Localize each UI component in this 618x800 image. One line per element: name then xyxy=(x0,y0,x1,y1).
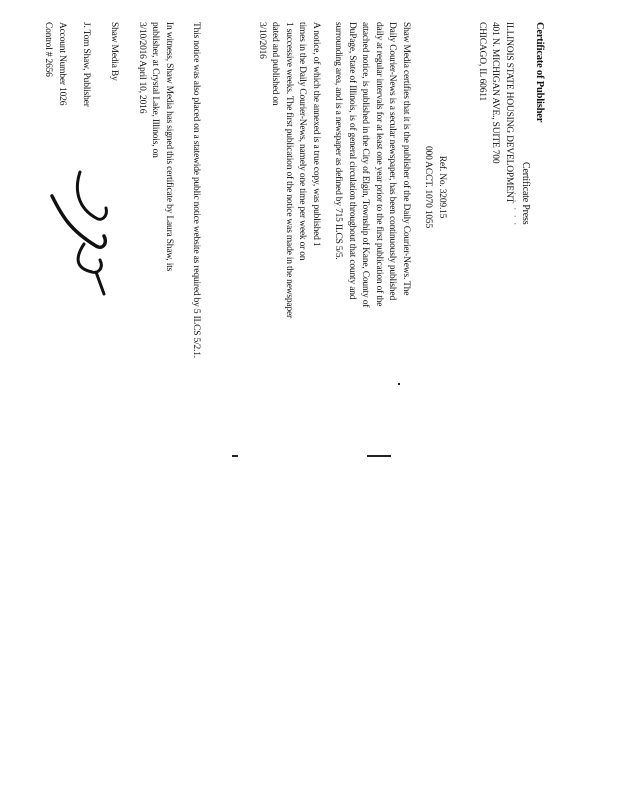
paragraph-line: DuPage, State of Illinois, is of general circulation throughout that county and xyxy=(347,22,357,300)
paragraph-line: 3/10/2016 April 10, 2016 xyxy=(137,22,147,114)
signature-intro: Shaw Media By xyxy=(109,22,119,81)
paragraph-line: surrounding area, and is a newspaper as defined by 715 ILCS 5/5. xyxy=(333,22,344,260)
reference-number: Ref. No. 3209.15 xyxy=(437,155,447,219)
certificate-heading: Certificate of Publisher xyxy=(534,22,545,123)
paragraph-line: In witness, Shaw Media has signed this certificate by Laura Shaw, its xyxy=(164,22,174,272)
signer-name: J. Tom Shaw, Publisher xyxy=(81,22,91,107)
account-number: Account Number 1026 xyxy=(57,22,67,106)
paragraph-line: publisher, at Crystal Lake, Illinois, on xyxy=(150,22,161,158)
control-number: Control # 2656 xyxy=(43,22,54,77)
dotted-marker: · · · · · xyxy=(509,192,519,227)
form-title: Certificate Press xyxy=(520,162,531,225)
scan-mark xyxy=(232,455,238,457)
address-line: 401 N. MICHIGAN AVE., SUITE 700 xyxy=(490,22,501,164)
paragraph-line: attached notice, is published in the City of Elgin, Township of Kane, County of xyxy=(360,22,371,308)
paragraph-line: Shaw Media certifies that it is the publisher of the Daily Courier-News. The xyxy=(401,22,411,296)
account-block xyxy=(41,22,68,105)
scan-mark xyxy=(398,383,400,385)
paragraph-line: dated and published on xyxy=(270,22,281,106)
paragraph-line: times in the Daily Courier-News, namely one time per week or on xyxy=(297,22,308,261)
address-line: ILLINOIS STATE HOUSING DEVELOPMENT xyxy=(504,22,514,204)
address-line: CHICAGO, IL 60611 xyxy=(477,22,487,102)
account-reference: 000 ACCT. 1070 1055 xyxy=(423,145,434,229)
publication-date: 3/10/2016 xyxy=(257,22,267,59)
paragraph-line: A notice, of which the annexed is a true copy, was published 1 xyxy=(311,22,321,247)
handwritten-signature xyxy=(0,160,112,300)
statute-line: This notice was also placed on a statewide public notice website as required by 5 ILCS 5/2.1. xyxy=(191,22,201,358)
paragraph-line: daily at regular intervals for at least one year prior to the first publication of the xyxy=(374,22,384,307)
paragraph-line: Daily Courier-News is a secular newspaper, has been continuously published xyxy=(387,22,398,300)
scan-mark xyxy=(367,455,391,457)
paragraph-line: 1 successive weeks. The first publication of the notice was made in the newspaper xyxy=(284,22,294,318)
